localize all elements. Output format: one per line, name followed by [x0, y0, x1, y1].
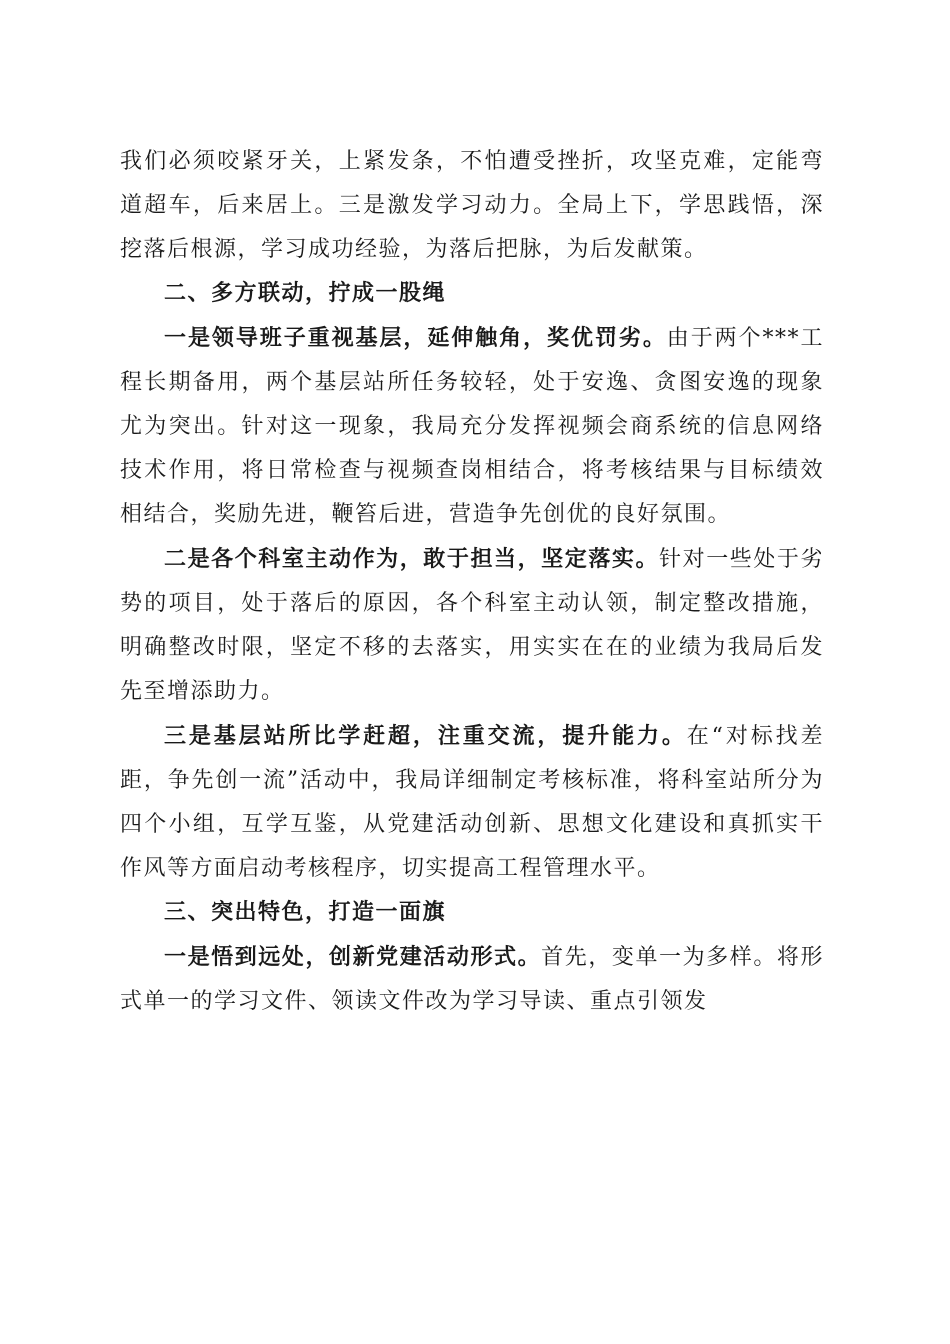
paragraph-continuation	[120, 140, 824, 272]
section-heading-3: 三、突出特色，打造一面旗	[164, 900, 447, 925]
paragraph-body: 由于两个***工程长期备用，两个基层站所任务较轻，处于安逸、贪图安逸的现象尤为突出。针对这一现象，我局充分发挥视频会商系统的信息网络技术作用，将日常检查与视频查岗相结合，将考核结果与目标绩效相结合，奖励先进，鞭笞后进，营造争先创优的良好氛围。	[120, 326, 824, 527]
paragraph-innovation	[120, 935, 824, 1024]
paragraph-body: 在“对标找差距，争先创一流”活动中，我局详细制定考核标准，将科室站所分为四个小组，互学互鉴，从党建活动创新、思想文化建设和真抓实干作风等方面启动考核程序，切实提高工程管理水平。	[120, 724, 824, 881]
paragraph-leadership	[120, 316, 824, 537]
section-heading-2: 二、多方联动，拧成一股绳	[164, 281, 447, 306]
paragraph-lead: 二是各个科室主动作为，敢于担当，坚定落实。	[164, 546, 660, 572]
paragraph-lead: 三是基层站所比学赶超，注重交流，提升能力。	[164, 723, 687, 749]
paragraph-lead: 一是领导班子重视基层，延伸触角，奖优罚劣。	[164, 325, 667, 351]
paragraph-departments	[120, 537, 824, 714]
paragraph-stations	[120, 714, 824, 891]
paragraph-text: 我们必须咬紧牙关，上紧发条，不怕遭受挫折，攻坚克难，定能弯道超车，后来居上。三是激发学习动力。全局上下，学思践悟，深挖落后根源，学习成功经验，为落后把脉，为后发献策。	[120, 149, 824, 262]
document-page	[120, 140, 824, 1024]
paragraph-body: 针对一些处于劣势的项目，处于落后的原因，各个科室主动认领，制定整改措施，明确整改时限，坚定不移的去落实，用实实在在的业绩为我局后发先至增添助力。	[120, 547, 824, 704]
paragraph-body: 首先，变单一为多样。将形式单一的学习文件、领读文件改为学习导读、重点引领发	[120, 945, 824, 1014]
paragraph-lead: 一是悟到远处，创新党建活动形式。	[164, 944, 542, 970]
